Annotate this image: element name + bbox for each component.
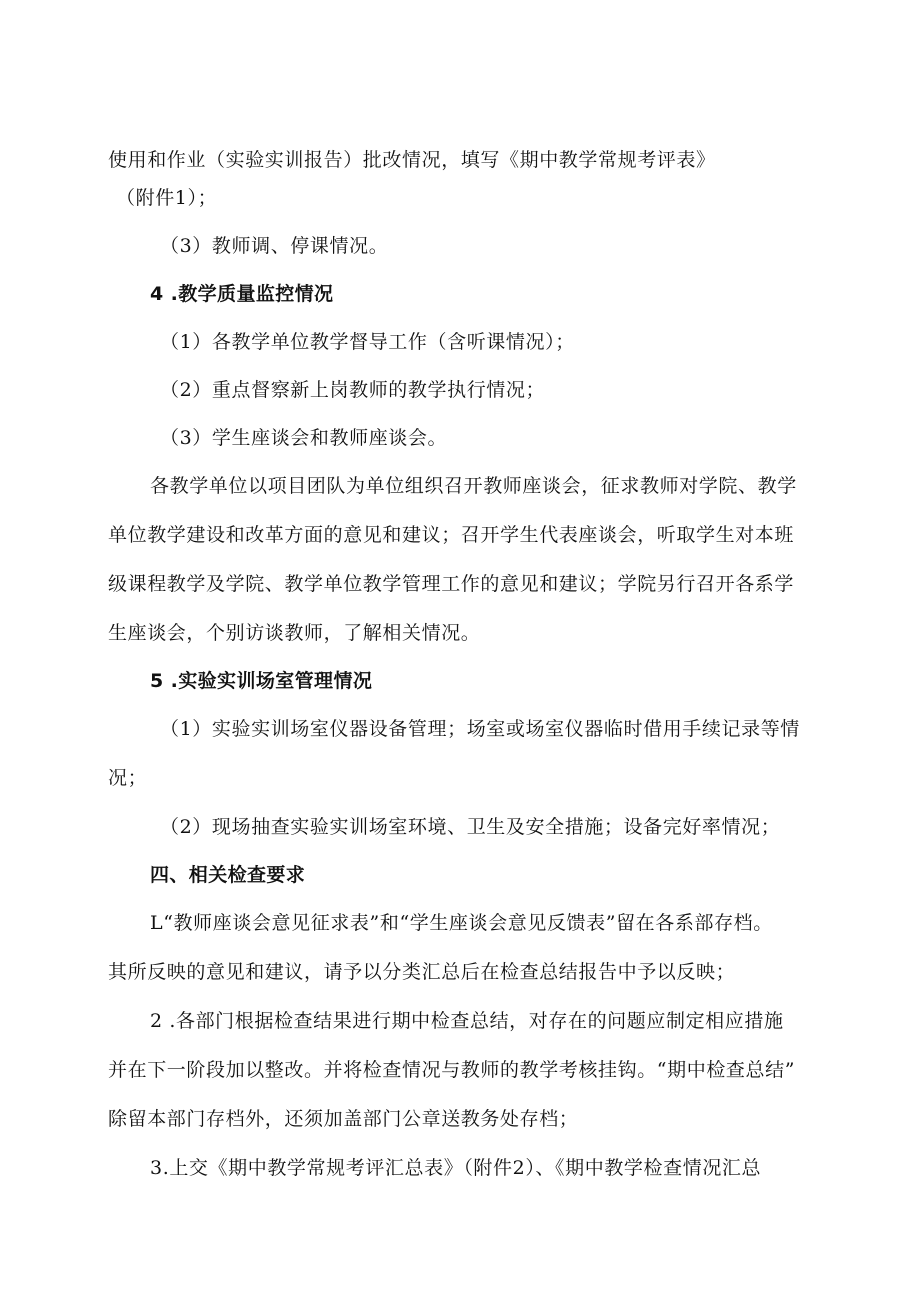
section-heading: 4 .教学质量监控情况 bbox=[150, 283, 334, 305]
paragraph-line: 并在下一阶段加以整改。并将检查情况与教师的教学考核挂钩。“期中检查总结” bbox=[108, 1059, 796, 1081]
section-heading: 四、相关检查要求 bbox=[150, 864, 306, 886]
list-item: （2）现场抽查实验实训场室环境、卫生及安全措施；设备完好率情况； bbox=[160, 816, 781, 838]
paragraph-line: （附件1）； bbox=[116, 187, 218, 209]
paragraph-line: 3.上交《期中教学常规考评汇总表》（附件2）、《期中教学检查情况汇总 bbox=[150, 1157, 762, 1179]
paragraph-line: 使用和作业（实验实训报告）批改情况，填写《期中教学常规考评表》 bbox=[108, 149, 716, 171]
paragraph-line: 生座谈会，个别访谈教师，了解相关情况。 bbox=[108, 622, 481, 644]
section-heading: 5 .实验实训场室管理情况 bbox=[150, 670, 373, 692]
list-item: （1）各教学单位教学督导工作（含听课情况）； bbox=[160, 331, 575, 353]
list-item: （1）实验实训场室仪器设备管理；场室或场室仪器临时借用手续记录等情 bbox=[160, 718, 800, 740]
paragraph-line: 除留本部门存档外，还须加盖部门公章送教务处存档； bbox=[108, 1108, 579, 1130]
paragraph-line: 其所反映的意见和建议，请予以分类汇总后在检查总结报告中予以反映； bbox=[108, 961, 736, 983]
paragraph-line: 各教学单位以项目团队为单位组织召开教师座谈会，征求教师对学院、教学 bbox=[150, 475, 797, 497]
list-item: （3）学生座谈会和教师座谈会。 bbox=[160, 427, 448, 449]
paragraph-line: 单位教学建设和改革方面的意见和建议；召开学生代表座谈会，听取学生对本班 bbox=[108, 524, 795, 546]
paragraph-line: 级课程教学及学院、教学单位教学管理工作的意见和建议；学院另行召开各系学 bbox=[108, 573, 795, 595]
paragraph-line: 2 .各部门根据检查结果进行期中检查总结，对存在的问题应制定相应措施 bbox=[150, 1010, 784, 1032]
list-item: （2）重点督察新上岗教师的教学执行情况； bbox=[160, 379, 546, 401]
paragraph-line: 况； bbox=[108, 767, 148, 789]
paragraph-line: L“教师座谈会意见征求表”和“学生座谈会意见反馈表”留在各系部存档。 bbox=[150, 912, 773, 934]
list-item: （3）教师调、停课情况。 bbox=[160, 235, 389, 257]
